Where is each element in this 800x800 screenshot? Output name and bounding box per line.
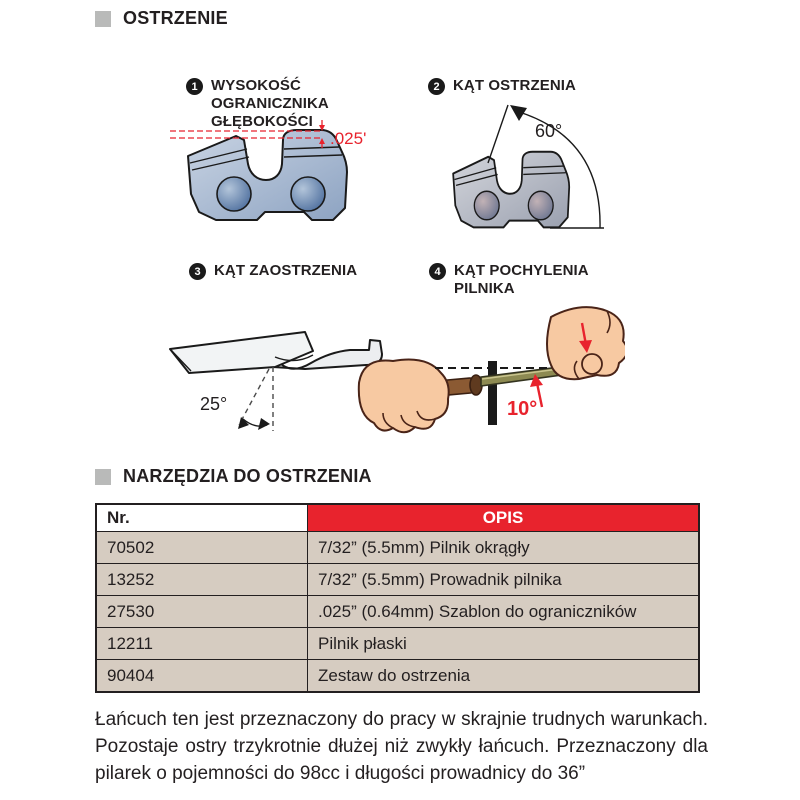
left-hand <box>359 360 449 433</box>
figure2-filing-angle-illustration <box>430 95 635 242</box>
table-header-row <box>96 504 699 532</box>
section-header-tools <box>95 466 372 487</box>
part-description: Zestaw do ostrzenia <box>308 660 700 693</box>
part-number: 90404 <box>96 660 308 693</box>
figure4-file-tilt-illustration <box>355 295 625 450</box>
figure1-number-badge: 1 <box>186 78 203 95</box>
part-description: 7/32” (5.5mm) Prowadnik pilnika <box>308 564 700 596</box>
column-header-nr: Nr. <box>96 504 308 532</box>
section-title: NARZĘDZIA DO OSTRZENIA <box>123 466 372 486</box>
section-bullet-icon <box>95 469 111 485</box>
table-row <box>96 628 699 660</box>
figure4-label-line1: KĄT POCHYLENIA <box>454 262 589 279</box>
figure2-label <box>428 77 638 95</box>
figure1-label-line2: GŁĘBOKOŚCI <box>211 113 313 130</box>
figure3-top-plate-angle-illustration <box>155 305 383 438</box>
sharpening-tools-table <box>95 503 700 693</box>
figure2-number-badge: 2 <box>428 78 445 95</box>
chain-description-paragraph: Łańcuch ten jest przeznaczony do pracy w skrajnie trudnych warunkach. Pozostaje ostry trzykrotnie dłużej niż zwykły łańcuch. Przeznaczony dla pilarek o pojemności do 98cc i długości prowadnicy do 36” <box>95 709 708 784</box>
file-tilt-angle-value: 10° <box>507 398 538 420</box>
part-number: 13252 <box>96 564 308 596</box>
part-description: .025” (0.64mm) Szablon do ograniczników <box>308 596 700 628</box>
table-row <box>96 596 699 628</box>
cutter-top-view <box>170 332 382 373</box>
top-plate-angle-value: 25° <box>200 394 228 414</box>
angle-25-construction-lines <box>238 367 273 431</box>
figure3-label <box>189 262 399 280</box>
table-row <box>96 564 699 596</box>
figure4-label <box>429 262 619 298</box>
part-description: Pilnik płaski <box>308 628 700 660</box>
figure4-number-badge: 4 <box>429 263 446 280</box>
section-bullet-icon <box>95 11 111 27</box>
part-number: 12211 <box>96 628 308 660</box>
table-row <box>96 532 699 564</box>
figure3-number-badge: 3 <box>189 263 206 280</box>
filing-angle-value: 60° <box>535 121 563 141</box>
column-header-opis: OPIS <box>308 504 700 532</box>
guide-post <box>488 361 497 425</box>
figure1-label-line1: WYSOKOŚĆ OGRANICZNIKA <box>211 77 329 112</box>
table-row <box>96 660 699 693</box>
part-number: 70502 <box>96 532 308 564</box>
part-description: 7/32” (5.5mm) Pilnik okrągły <box>308 532 700 564</box>
figure3-label-line1: KĄT ZAOSTRZENIA <box>214 262 358 279</box>
chain-link-side-view <box>453 152 569 228</box>
section-header-sharpening <box>95 8 228 29</box>
depth-gauge-offset-value: .025' <box>330 129 367 148</box>
part-number: 27530 <box>96 596 308 628</box>
figure1-depth-gauge-illustration <box>170 116 405 243</box>
section-title: OSTRZENIE <box>123 8 228 28</box>
figure2-label-line1: KĄT OSTRZENIA <box>453 77 576 94</box>
figure4-label-line2: PILNIKA <box>454 280 515 297</box>
